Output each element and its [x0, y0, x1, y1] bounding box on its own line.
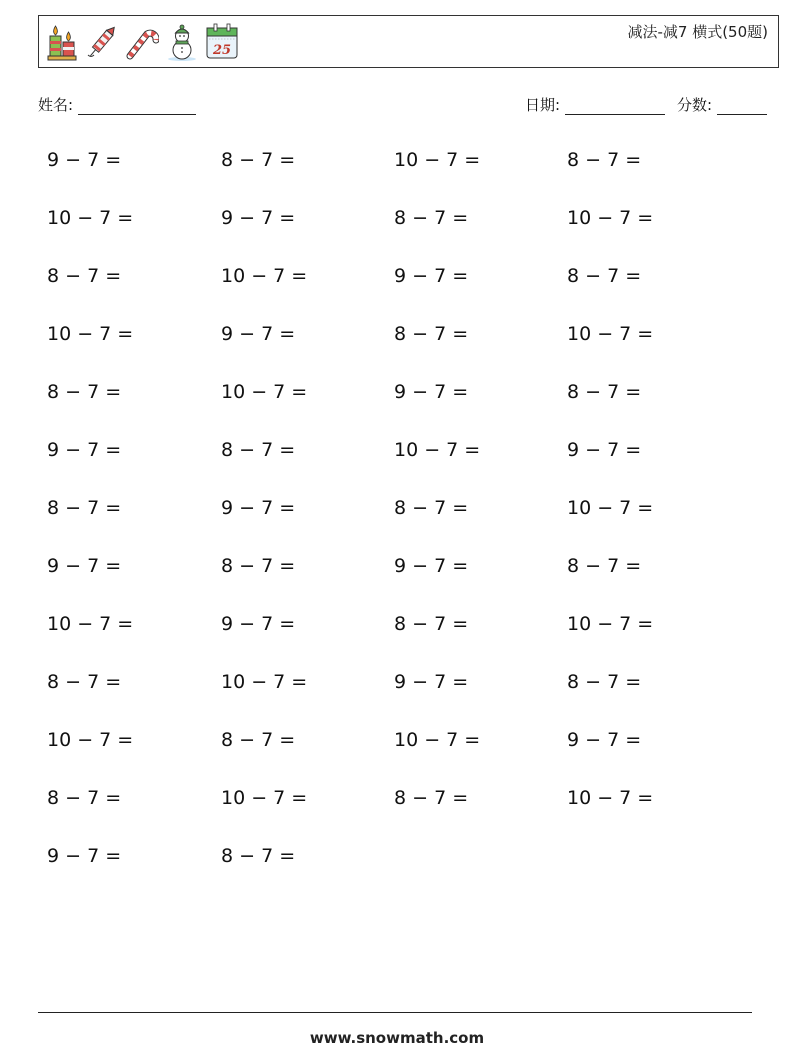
subtraction-problem: 10 − 7 = [567, 207, 654, 229]
subtraction-problem: 8 − 7 = [567, 149, 642, 171]
subtraction-problem: 8 − 7 = [221, 149, 296, 171]
subtraction-problem: 9 − 7 = [221, 323, 296, 345]
subtraction-problem: 9 − 7 = [394, 265, 469, 287]
subtraction-problem: 10 − 7 = [394, 149, 481, 171]
subtraction-problem: 8 − 7 = [394, 323, 469, 345]
subtraction-problem: 10 − 7 = [394, 729, 481, 751]
subtraction-problem: 10 − 7 = [47, 323, 134, 345]
subtraction-problem: 9 − 7 = [221, 613, 296, 635]
subtraction-problem: 10 − 7 = [567, 613, 654, 635]
date-label: 日期: [525, 96, 561, 114]
subtraction-problem: 8 − 7 = [47, 381, 122, 403]
subtraction-problem: 8 − 7 = [394, 207, 469, 229]
footer-website: www.snowmath.com [309, 1029, 485, 1047]
subtraction-problem: 9 − 7 = [567, 729, 642, 751]
subtraction-problem: 10 − 7 = [47, 207, 134, 229]
subtraction-problem: 10 − 7 = [221, 265, 308, 287]
footer-divider [38, 1012, 752, 1013]
subtraction-problem: 10 − 7 = [221, 787, 308, 809]
name-label: 姓名: [38, 96, 74, 114]
subtraction-problem: 8 − 7 = [221, 729, 296, 751]
subtraction-problem: 8 − 7 = [567, 671, 642, 693]
subtraction-problem: 10 − 7 = [221, 381, 308, 403]
subtraction-problem: 9 − 7 = [47, 149, 122, 171]
subtraction-problem: 10 − 7 = [47, 613, 134, 635]
subtraction-problem: 8 − 7 = [47, 497, 122, 519]
subtraction-problem: 10 − 7 = [567, 323, 654, 345]
subtraction-problem: 9 − 7 = [47, 439, 122, 461]
subtraction-problem: 8 − 7 = [221, 439, 296, 461]
subtraction-problem: 8 − 7 = [394, 613, 469, 635]
subtraction-problem: 8 − 7 = [394, 787, 469, 809]
subtraction-problem: 8 − 7 = [47, 671, 122, 693]
subtraction-problem: 8 − 7 = [567, 555, 642, 577]
subtraction-problem: 10 − 7 = [47, 729, 134, 751]
subtraction-problem: 9 − 7 = [47, 845, 122, 867]
subtraction-problem: 10 − 7 = [394, 439, 481, 461]
subtraction-problem: 10 − 7 = [567, 787, 654, 809]
subtraction-problem: 8 − 7 = [221, 555, 296, 577]
subtraction-problem: 9 − 7 = [221, 207, 296, 229]
subtraction-problem: 9 − 7 = [394, 555, 469, 577]
subtraction-problem: 8 − 7 = [47, 265, 122, 287]
subtraction-problem: 8 − 7 = [567, 265, 642, 287]
subtraction-problem: 9 − 7 = [221, 497, 296, 519]
subtraction-problem: 9 − 7 = [394, 671, 469, 693]
subtraction-problem: 9 − 7 = [47, 555, 122, 577]
subtraction-problem: 9 − 7 = [567, 439, 642, 461]
subtraction-problem: 8 − 7 = [47, 787, 122, 809]
subtraction-problem: 10 − 7 = [221, 671, 308, 693]
subtraction-problem: 8 − 7 = [567, 381, 642, 403]
svg-text:25: 25 [212, 43, 232, 58]
subtraction-problem: 8 − 7 = [394, 497, 469, 519]
subtraction-problem: 8 − 7 = [221, 845, 296, 867]
subtraction-problem: 10 − 7 = [567, 497, 654, 519]
worksheet-title: 减法-减7 横式(50题) [627, 23, 768, 41]
subtraction-problem: 9 − 7 = [394, 381, 469, 403]
score-label: 分数: [677, 96, 713, 114]
